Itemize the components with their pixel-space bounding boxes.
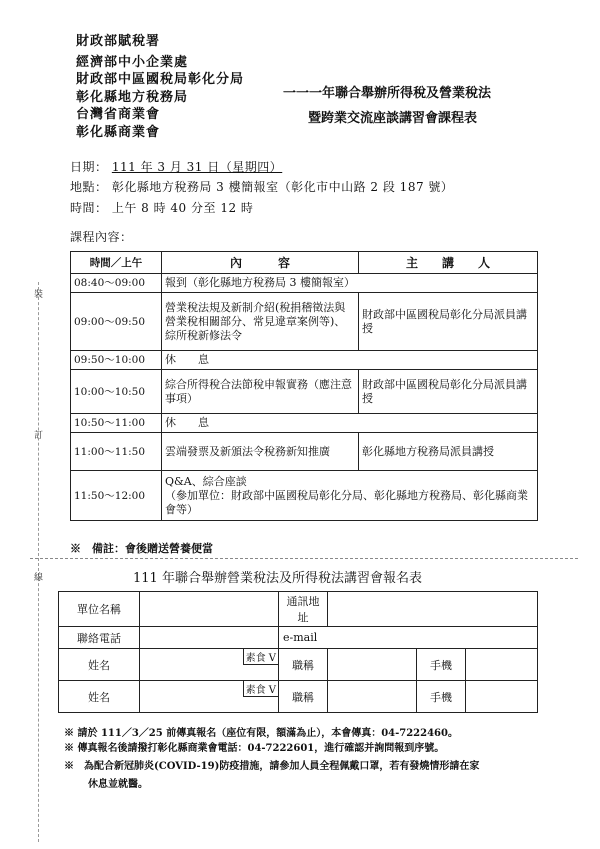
note-covid: ※ 為配合新冠肺炎(COVID-19)防疫措施，請參加人員全程佩戴口罩，若有發燒情形請在家 xyxy=(64,761,480,772)
table-row xyxy=(71,414,538,433)
mobile-field[interactable] xyxy=(466,681,538,713)
row-content: 休 息 xyxy=(162,414,538,433)
row-time: 11:00～11:50 xyxy=(71,433,162,471)
row-speaker: 財政部中區國稅局彰化分局派員講授 xyxy=(359,370,538,414)
registration-table xyxy=(58,591,538,713)
table-row xyxy=(59,627,538,649)
header-speaker: 主 講 人 xyxy=(359,252,538,274)
name-label: 姓名 xyxy=(59,649,140,681)
job-title-label: 職稱 xyxy=(279,681,328,713)
place-line xyxy=(70,178,453,195)
phone-field[interactable] xyxy=(140,627,279,649)
place-label: 地點： xyxy=(70,180,108,194)
date-label: 日期： xyxy=(70,160,108,174)
organizer-6: 彰化縣商業會 xyxy=(76,125,161,140)
document-title: 一一一年聯合舉辦所得稅及營業稅法 xyxy=(283,86,492,101)
row-time: 11:50～12:00 xyxy=(71,471,162,521)
name-field[interactable] xyxy=(140,681,279,713)
address-field[interactable] xyxy=(328,592,538,627)
table-row xyxy=(71,274,538,293)
note-covid-2: 休息並就醫。 xyxy=(88,779,148,790)
organizer-1: 財政部賦稅署 xyxy=(76,34,161,49)
table-row xyxy=(59,649,538,681)
row-time: 09:00～09:50 xyxy=(71,293,162,351)
row-time: 10:50～11:00 xyxy=(71,414,162,433)
table-row xyxy=(59,681,538,713)
row-content: 休 息 xyxy=(162,351,538,370)
binding-mark-2: 訂 xyxy=(34,431,44,441)
email-cell[interactable] xyxy=(279,627,538,649)
email-label: e-mail xyxy=(283,631,318,644)
row-speaker: 財政部中區國稅局彰化分局派員講授 xyxy=(359,293,538,351)
place-value: 彰化縣地方稅務局 3 樓簡報室（彰化市中山路 2 段 187 號） xyxy=(111,180,454,194)
binding-mark-3: 線 xyxy=(34,573,44,583)
row-time: 10:00～10:50 xyxy=(71,370,162,414)
time-value: 上午 8 時 40 分至 12 時 xyxy=(111,201,254,215)
time-line xyxy=(70,199,253,216)
row-time: 08:40～09:00 xyxy=(71,274,162,293)
veg-checkbox[interactable]: 素食 V xyxy=(243,681,278,697)
row-speaker: 彰化縣地方稅務局派員講授 xyxy=(359,433,538,471)
organizer-2: 經濟部中小企業處 xyxy=(76,55,189,70)
name-field[interactable] xyxy=(140,649,279,681)
note-phone: ※ 傳真報名後請撥打彰化縣商業會電話：04-7222601，進行確認并詢問報到序號。 xyxy=(64,743,445,754)
row-content: Q&A、綜合座談 （參加單位：財政部中區國稅局彰化分局、彰化縣地方稅務局、彰化縣商業會等） xyxy=(162,471,538,521)
table-row xyxy=(71,351,538,370)
date-line xyxy=(70,158,282,175)
registration-title: 111 年聯合舉辦營業稅法及所得稅法講習會報名表 xyxy=(133,571,422,586)
row-content: 綜合所得稅合法節稅申報實務（應注意事項） xyxy=(162,370,359,414)
phone-label: 聯絡電話 xyxy=(59,627,140,649)
date-value: 111 年 3 月 31 日（星期四） xyxy=(111,160,283,174)
document-subtitle: 暨跨業交流座談講習會課程表 xyxy=(308,111,478,126)
name-label: 姓名 xyxy=(59,681,140,713)
address-label: 通訊地址 xyxy=(279,592,328,627)
binding-line xyxy=(38,282,39,842)
organizer-3: 財政部中區國稅局彰化分局 xyxy=(76,72,245,87)
organizer-5: 台灣省商業會 xyxy=(76,107,161,122)
header-time: 時間／上午 xyxy=(71,252,162,274)
unit-label: 單位名稱 xyxy=(59,592,140,627)
table-row xyxy=(71,471,538,521)
mobile-field[interactable] xyxy=(466,649,538,681)
organizer-4: 彰化縣地方稅務局 xyxy=(76,90,189,105)
schedule-table xyxy=(70,251,538,521)
binding-mark-1: 裝 xyxy=(34,290,44,300)
row-content: 營業稅法規及新制介紹(稅捐稽徵法與營業稅相關部分、常見違章案例等)、綜所稅新修法令 xyxy=(162,293,359,351)
veg-checkbox[interactable]: 素食 V xyxy=(243,649,278,665)
table-row xyxy=(71,370,538,414)
job-title-field[interactable] xyxy=(328,681,417,713)
job-title-field[interactable] xyxy=(328,649,417,681)
mobile-label: 手機 xyxy=(417,681,466,713)
unit-field[interactable] xyxy=(140,592,279,627)
table-row xyxy=(71,293,538,351)
job-title-label: 職稱 xyxy=(279,649,328,681)
row-content: 報到（彰化縣地方稅務局 3 樓簡報室） xyxy=(162,274,538,293)
row-time: 09:50～10:00 xyxy=(71,351,162,370)
row-content: 雲端發票及新頒法令稅務新知推廣 xyxy=(162,433,359,471)
course-label: 課程內容： xyxy=(70,230,133,244)
schedule-header-row xyxy=(71,252,538,274)
mobile-label: 手機 xyxy=(417,649,466,681)
table-row xyxy=(71,433,538,471)
remark: ※ 備註：會後贈送營養便當 xyxy=(70,542,213,555)
table-row xyxy=(59,592,538,627)
note-fax: ※ 請於 111／3／25 前傳真報名（座位有限，額滿為止），本會傳真：04-7222460。 xyxy=(64,728,458,739)
header-content: 內 容 xyxy=(162,252,359,274)
cut-line xyxy=(30,558,578,559)
time-label: 時間： xyxy=(70,201,108,215)
